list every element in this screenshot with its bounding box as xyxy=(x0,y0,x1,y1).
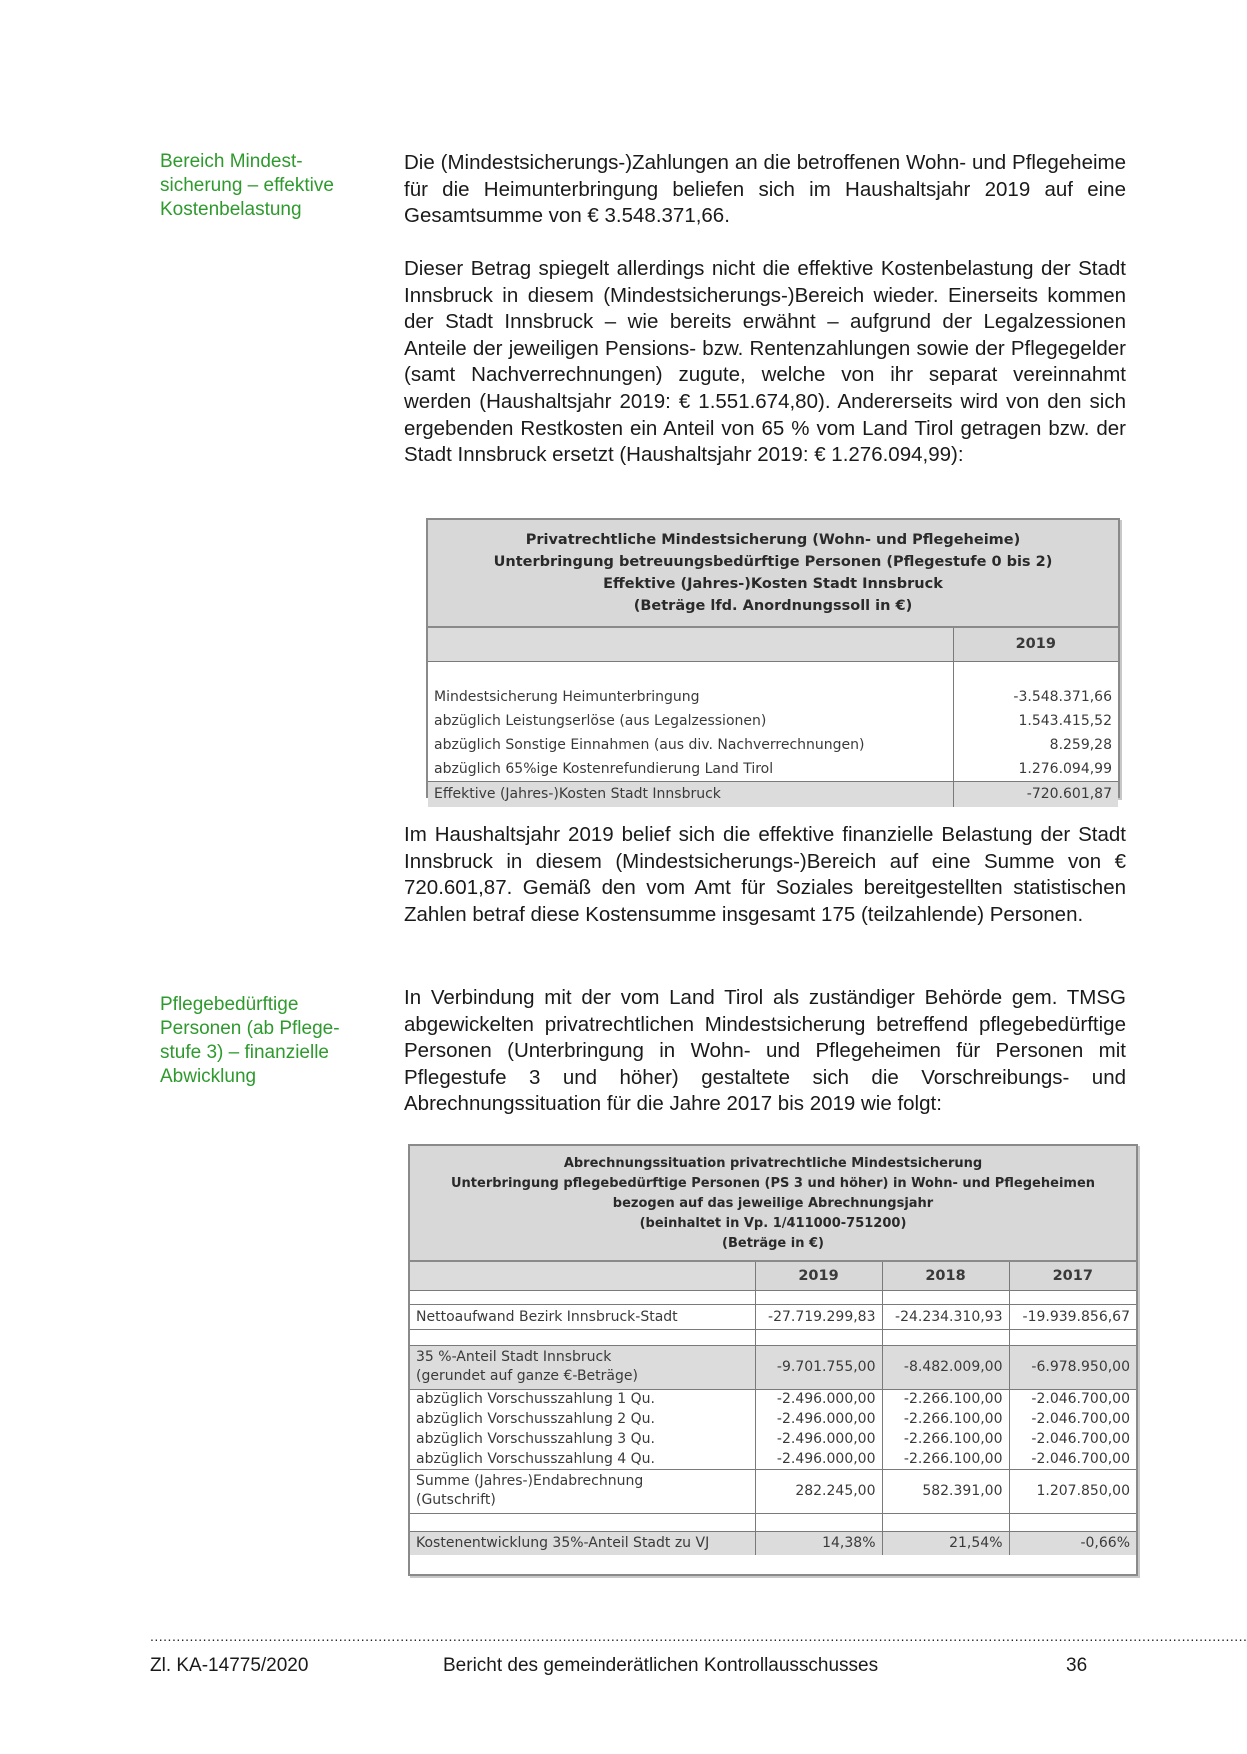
row-label: abzüglich Sonstige Einnahmen (aus div. Nachverrechnungen) xyxy=(434,737,865,753)
row-value: 1.543.415,52 xyxy=(953,709,1118,733)
table-row xyxy=(410,1409,1136,1429)
row-label xyxy=(410,1469,755,1513)
footer-title: Bericht des gemeinderätlichen Kontrollausschusses xyxy=(443,1655,879,1676)
table-title xyxy=(410,1146,1136,1262)
table-row xyxy=(428,685,1118,709)
row-value: 14,38% xyxy=(755,1531,882,1555)
row-value: -2.046.700,00 xyxy=(1009,1449,1136,1469)
row-value: -19.939.856,67 xyxy=(1009,1304,1136,1329)
table-title-line: Abrechnungssituation privatrechtliche Mindestsicherung xyxy=(563,1156,983,1171)
paragraph-1: Die (Mindestsicherungs-)Zahlungen an die betroffenen Wohn- und Pflegeheime für die Heimunterbringung beliefen sich im Haushaltsjahr 2019 auf eine Gesamtsumme von € 3.548.371,66. xyxy=(404,151,1126,228)
footer-reference: Zl. KA-14775/2020 xyxy=(150,1655,309,1676)
sidebar-note-mindestsicherung xyxy=(160,150,360,222)
table-row xyxy=(410,1469,1136,1513)
sidebar-note-line: Bereich Mindest- xyxy=(160,151,303,172)
row-value: -2.496.000,00 xyxy=(755,1429,882,1449)
table-title-line: Unterbringung betreuungsbedürftige Personen (Pflegestufe 0 bis 2) xyxy=(493,554,1053,570)
row-value: -8.482.009,00 xyxy=(882,1345,1009,1389)
row-value: -6.978.950,00 xyxy=(1009,1345,1136,1389)
sidebar-note-pflegebeduerftige xyxy=(160,993,360,1089)
table-row xyxy=(410,1389,1136,1409)
row-value: -2.266.100,00 xyxy=(882,1409,1009,1429)
row-value: 1.207.850,00 xyxy=(1009,1469,1136,1513)
paragraph-3: Im Haushaltsjahr 2019 belief sich die effektive finanzielle Belastung der Stadt Innsbruck in diesem (Mindestsicherungs-)Bereich auf eine Summe von € 720.601,87. Gemäß den vom Amt für Soziales bereitgestellten statistischen Zahlen betraf diese Kostensumme insgesamt 175 (teilzahlende) Personen. xyxy=(404,823,1126,926)
table-row xyxy=(410,1531,1136,1555)
row-label: Kostenentwicklung 35%-Anteil Stadt zu VJ xyxy=(410,1531,755,1555)
table-title-line: (beinhaltet in Vp. 1/411000-751200) xyxy=(639,1216,907,1231)
footer-divider: .......................................................................................................................................................................................................................................................... xyxy=(150,1628,1247,1644)
sidebar-note-line: sicherung – effektive xyxy=(160,175,334,196)
row-value: 1.276.094,99 xyxy=(953,757,1118,781)
row-label: abzüglich 65%ige Kostenrefundierung Land Tirol xyxy=(434,760,774,777)
year-header: 2019 xyxy=(953,628,1118,661)
sidebar-note-line: Kostenbelastung xyxy=(160,199,302,220)
total-label: Effektive (Jahres-)Kosten Stadt Innsbruck xyxy=(428,781,953,807)
row-label-line: (Gutschrift) xyxy=(416,1492,496,1508)
page-number: 36 xyxy=(1066,1655,1088,1676)
row-value: -24.234.310,93 xyxy=(882,1304,1009,1329)
table-row xyxy=(428,757,1118,781)
table-title-line: (Beträge in €) xyxy=(722,1236,824,1251)
table-title-line: bezogen auf das jeweilige Abrechnungsjahr xyxy=(612,1196,934,1211)
row-label: Mindestsicherung Heimunterbringung xyxy=(434,689,700,705)
row-value: -0,66% xyxy=(1009,1531,1136,1555)
sidebar-note-line: stufe 3) – finanzielle xyxy=(160,1042,329,1063)
row-value: -2.266.100,00 xyxy=(882,1449,1009,1469)
row-value: -2.266.100,00 xyxy=(882,1429,1009,1449)
table-title xyxy=(428,520,1118,628)
row-value: -2.496.000,00 xyxy=(755,1389,882,1409)
row-label-line: 35 %-Anteil Stadt Innsbruck xyxy=(416,1349,612,1365)
year-header: 2018 xyxy=(882,1262,1009,1290)
year-header: 2017 xyxy=(1009,1262,1136,1290)
paragraph-4: In Verbindung mit der vom Land Tirol als zuständiger Behörde gem. TMSG abgewickelten privatrechtlichen Mindestsicherung betreffend pflegebedürftige Personen (Unterbringung in Wohn- und Pflegeheimen für Personen mit Pflegestufe 3 und höher) gestaltete sich die Vorschreibungs- und Abrechnungssituation für die Jahre 2017 bis 2019 wie folgt: xyxy=(404,986,1126,1116)
row-label: abzüglich Vorschusszahlung 2 Qu. xyxy=(416,1411,655,1427)
row-value: 21,54% xyxy=(882,1531,1009,1555)
row-value: -3.548.371,66 xyxy=(953,685,1118,709)
table-total-row xyxy=(428,781,1118,807)
row-value: -9.701.755,00 xyxy=(755,1345,882,1389)
table-title-line: Effektive (Jahres-)Kosten Stadt Innsbruck xyxy=(603,576,943,592)
table-row xyxy=(410,1304,1136,1329)
sidebar-note-line: Abwicklung xyxy=(160,1066,257,1087)
year-header: 2019 xyxy=(755,1262,882,1290)
row-value: -2.046.700,00 xyxy=(1009,1389,1136,1409)
row-value: -2.266.100,00 xyxy=(882,1389,1009,1409)
row-label: abzüglich Vorschusszahlung 1 Qu. xyxy=(416,1391,655,1408)
row-value: 582.391,00 xyxy=(882,1469,1009,1513)
table-title-line: (Beträge lfd. Anordnungssoll in €) xyxy=(633,598,913,614)
row-value: 8.259,28 xyxy=(953,733,1118,757)
row-value: -2.046.700,00 xyxy=(1009,1409,1136,1429)
row-label-line: Summe (Jahres-)Endabrechnung xyxy=(416,1473,644,1489)
table-title-line: Privatrechtliche Mindestsicherung (Wohn- und Pflegeheime) xyxy=(525,532,1021,548)
row-label: abzüglich Vorschusszahlung 3 Qu. xyxy=(416,1431,655,1447)
table-title-line: Unterbringung pflegebedürftige Personen (PS 3 und höher) in Wohn- und Pflegeheimen xyxy=(450,1176,1096,1191)
row-value: -2.496.000,00 xyxy=(755,1449,882,1469)
paragraph-2: Dieser Betrag spiegelt allerdings nicht die effektive Kostenbelastung der Stadt Innsbruck in diesem (Mindestsicherungs-)Bereich wieder. Einerseits kommen der Stadt Innsbruck – wie bereits erwähnt – aufgrund der Legalzessionen Anteile der jeweiligen Pensions- bzw. Rentenzahlungen sowie der Pflegegelder (samt Nachverrechnungen) zugute, welche von ihr separat vereinnahmt werden (Haushaltsjahr 2019: € 1.551.674,80). Andererseits wird von den sich ergebenden Restkosten ein Anteil von 65 % vom Land Tirol getragen bzw. der Stadt Innsbruck ersetzt (Haushaltsjahr 2019: € 1.276.094,99): xyxy=(404,257,1126,467)
row-label-line: (gerundet auf ganze €-Beträge) xyxy=(416,1368,638,1384)
table-row xyxy=(410,1429,1136,1449)
row-label: Nettoaufwand Bezirk Innsbruck-Stadt xyxy=(410,1304,755,1329)
row-label: abzüglich Vorschusszahlung 4 Qu. xyxy=(416,1450,655,1467)
row-value: -2.496.000,00 xyxy=(755,1409,882,1429)
row-label: abzüglich Leistungserlöse (aus Legalzessionen) xyxy=(434,713,767,729)
sidebar-note-line: Personen (ab Pflege- xyxy=(160,1018,340,1039)
table-row xyxy=(428,709,1118,733)
table-abrechnungssituation xyxy=(408,1144,1138,1576)
total-value: -720.601,87 xyxy=(953,781,1118,807)
row-label xyxy=(410,1345,755,1389)
table-row xyxy=(410,1345,1136,1389)
sidebar-note-line: Pflegebedürftige xyxy=(160,994,299,1015)
table-row xyxy=(428,733,1118,757)
table-effektive-kosten xyxy=(426,518,1120,803)
row-value: 282.245,00 xyxy=(755,1469,882,1513)
table-row xyxy=(410,1449,1136,1469)
row-value: -2.046.700,00 xyxy=(1009,1429,1136,1449)
row-value: -27.719.299,83 xyxy=(755,1304,882,1329)
